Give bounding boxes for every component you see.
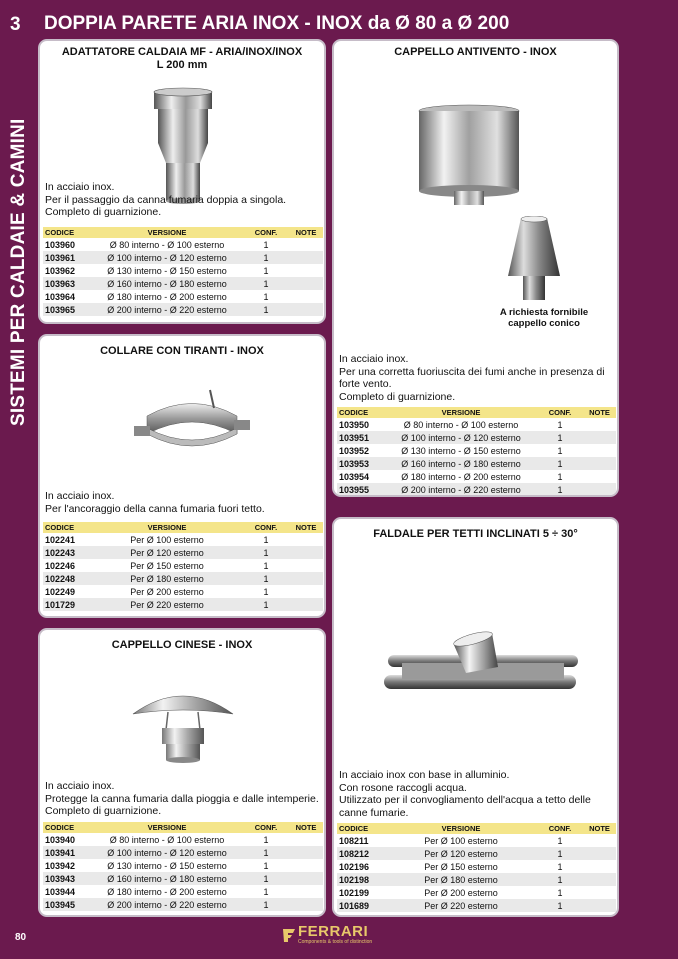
product-card-adattatore — [38, 39, 326, 324]
table-row — [43, 859, 323, 872]
cell-code: 103960 — [45, 239, 76, 250]
col-header-conf: CONF. — [243, 522, 289, 533]
card-title-line: L 200 mm — [156, 59, 208, 71]
table-row — [337, 483, 616, 496]
cell-notes — [289, 846, 323, 859]
caption-line: A richiesta fornibile — [499, 307, 589, 318]
col-header-code: CODICE — [43, 822, 91, 833]
conical-cap-product-image — [504, 216, 564, 306]
cell-notes — [289, 885, 323, 898]
description-line: Per il passaggio da canna fumaria doppia a singola. — [45, 193, 287, 206]
cell-code: 103941 — [43, 846, 91, 859]
description-line: Completo di guarnizione. — [339, 390, 456, 403]
product-card-faldale — [332, 517, 619, 917]
product-caption — [484, 307, 604, 329]
col-header-conf: CONF. — [243, 822, 289, 833]
table-row — [43, 290, 323, 303]
cell-version: Ø 100 interno - Ø 120 esterno — [91, 846, 243, 859]
cell-code: 102198 — [337, 873, 385, 886]
cell-notes — [289, 238, 323, 251]
cell-version: Per Ø 180 esterno — [91, 572, 243, 585]
cell-code: 102196 — [339, 861, 370, 872]
table-row — [337, 847, 616, 860]
cell-conf: 1 — [557, 445, 563, 456]
cell-code: 102241 — [45, 534, 76, 545]
cell-version: Per Ø 180 esterno — [385, 873, 537, 886]
col-header-code: CODICE — [337, 823, 385, 834]
chapter-number: 3 — [10, 14, 21, 35]
cell-code: 103965 — [43, 303, 91, 316]
cell-version: Ø 130 interno - Ø 150 esterno — [107, 860, 227, 871]
description-line: Per una corretta fuoriuscita dei fumi anche in presenza di — [339, 365, 605, 378]
cell-code: 103962 — [45, 265, 76, 276]
cell-code: 103950 — [339, 419, 370, 430]
cell-notes — [289, 585, 323, 598]
description-line: Completo di guarnizione. — [45, 206, 162, 218]
cell-code: 103953 — [337, 457, 385, 470]
cell-version: Ø 100 interno - Ø 120 esterno — [91, 251, 243, 264]
table-row — [43, 898, 323, 911]
cell-notes — [583, 457, 616, 470]
cell-version: Per Ø 150 esterno — [424, 861, 498, 872]
cell-notes — [289, 546, 323, 559]
product-card-collare — [38, 334, 326, 618]
table-row — [43, 885, 323, 898]
col-header-code: CODICE — [337, 407, 385, 418]
table-row — [43, 846, 323, 859]
col-header-code: CODICE — [43, 227, 91, 238]
cell-notes — [583, 860, 616, 873]
cell-conf: 1 — [243, 251, 289, 264]
cell-conf: 1 — [243, 846, 289, 859]
cell-conf: 1 — [243, 303, 289, 316]
cell-code: 103944 — [45, 886, 76, 897]
cell-version: Per Ø 200 esterno — [424, 887, 498, 898]
cell-notes — [289, 559, 323, 572]
description-line: Con rosone raccogli acqua. — [339, 781, 467, 794]
cell-notes — [289, 290, 323, 303]
cell-notes — [583, 444, 616, 457]
cell-version: Ø 160 interno - Ø 180 esterno — [385, 457, 537, 470]
cell-notes — [583, 899, 616, 912]
table-row — [337, 457, 616, 470]
table-header-row — [43, 227, 323, 238]
description-line: Per l'ancoraggio della canna fumaria fuori tetto. — [45, 502, 265, 515]
description-line: Completo di guarnizione. — [45, 805, 162, 817]
col-header-conf: CONF. — [537, 407, 583, 418]
table-row — [337, 873, 616, 886]
logo-emblem-icon — [282, 927, 296, 943]
table-row — [337, 418, 616, 431]
cell-version: Per Ø 100 esterno — [424, 835, 498, 846]
side-section-label: SISTEMI PER CALDAIE & CAMINI — [8, 118, 29, 426]
cell-code: 103940 — [45, 834, 76, 845]
cell-code: 102243 — [43, 546, 91, 559]
product-card-cappello-antivento — [332, 39, 619, 497]
card-title: FALDALE PER TETTI INCLINATI 5 ÷ 30° — [373, 528, 578, 540]
cell-version: Per Ø 220 esterno — [385, 899, 537, 912]
table-row — [337, 860, 616, 873]
col-header-conf: CONF. — [537, 823, 583, 834]
description-line: In acciaio inox. — [45, 490, 115, 502]
cell-code: 103954 — [339, 471, 370, 482]
table-row — [43, 872, 323, 885]
col-header-notes: NOTE — [289, 227, 323, 238]
cell-version: Ø 130 interno - Ø 150 esterno — [107, 265, 227, 276]
cell-code: 102248 — [43, 572, 91, 585]
card-title-line: ADATTATORE CALDAIA MF - ARIA/INOX/INOX — [61, 46, 303, 58]
table-row — [43, 546, 323, 559]
cell-conf: 1 — [557, 419, 563, 430]
table-row — [43, 833, 323, 846]
cell-version: Ø 80 interno - Ø 100 esterno — [109, 834, 225, 845]
brand-logo — [282, 923, 400, 949]
product-description — [45, 181, 286, 219]
cell-conf: 1 — [263, 534, 269, 545]
table-header-row — [337, 823, 616, 834]
page-number: 80 — [15, 932, 27, 943]
cell-notes — [289, 303, 323, 316]
table-row — [43, 559, 323, 572]
cell-conf: 1 — [243, 898, 289, 911]
table-row — [43, 251, 323, 264]
cell-conf: 1 — [263, 291, 269, 302]
table-row — [337, 444, 616, 457]
cell-notes — [289, 533, 323, 546]
cell-code: 101729 — [43, 598, 91, 611]
cell-version: Per Ø 220 esterno — [91, 598, 243, 611]
cell-code: 103951 — [337, 431, 385, 444]
cell-code: 103943 — [43, 872, 91, 885]
collar-product-image — [132, 386, 252, 466]
roof-flashing-product-image — [382, 627, 582, 707]
cell-notes — [583, 483, 616, 496]
cell-notes — [289, 264, 323, 277]
cell-version: Ø 100 interno - Ø 120 esterno — [385, 431, 537, 444]
cell-code: 103955 — [337, 483, 385, 496]
table-row — [43, 303, 323, 316]
cell-conf: 1 — [263, 239, 269, 250]
cell-version: Ø 80 interno - Ø 100 esterno — [109, 239, 225, 250]
cell-version: Per Ø 120 esterno — [91, 546, 243, 559]
description-line: In acciaio inox. — [45, 780, 115, 792]
cell-code: 103963 — [43, 277, 91, 290]
col-header-version: VERSIONE — [91, 822, 243, 833]
table-header-row — [43, 822, 323, 833]
col-header-version: VERSIONE — [91, 227, 243, 238]
cell-conf: 1 — [557, 887, 563, 898]
table-row — [43, 238, 323, 251]
cell-version: Ø 180 interno - Ø 200 esterno — [107, 291, 227, 302]
cell-conf: 1 — [537, 483, 583, 496]
cell-conf: 1 — [537, 457, 583, 470]
product-description — [339, 769, 591, 819]
spec-table — [43, 822, 323, 911]
cell-notes — [289, 251, 323, 264]
cell-conf: 1 — [557, 835, 563, 846]
cell-notes — [289, 872, 323, 885]
cell-version: Ø 160 interno - Ø 180 esterno — [91, 872, 243, 885]
table-row — [43, 264, 323, 277]
cell-version: Ø 200 interno - Ø 220 esterno — [385, 483, 537, 496]
cell-version: Per Ø 100 esterno — [130, 534, 204, 545]
cell-conf: 1 — [263, 265, 269, 276]
cell-version: Ø 180 interno - Ø 200 esterno — [401, 471, 521, 482]
product-card-cappello-cinese — [38, 628, 326, 917]
wind-cap-product-image — [414, 103, 524, 213]
table-row — [43, 598, 323, 611]
cell-code: 103964 — [45, 291, 76, 302]
cell-code: 101689 — [337, 899, 385, 912]
cell-version: Per Ø 120 esterno — [385, 847, 537, 860]
col-header-code: CODICE — [43, 522, 91, 533]
cell-conf: 1 — [263, 560, 269, 571]
cell-conf: 1 — [243, 598, 289, 611]
cell-conf: 1 — [537, 431, 583, 444]
cell-notes — [289, 859, 323, 872]
col-header-version: VERSIONE — [91, 522, 243, 533]
col-header-notes: NOTE — [583, 823, 616, 834]
cell-notes — [289, 598, 323, 611]
cell-code: 103952 — [339, 445, 370, 456]
description-line: canne fumarie. — [339, 806, 409, 819]
cell-code: 103945 — [43, 898, 91, 911]
col-header-version: VERSIONE — [385, 407, 537, 418]
cell-version: Ø 160 interno - Ø 180 esterno — [91, 277, 243, 290]
description-line: Utilizzato per il convogliamento dell'acqua a tetto delle — [339, 794, 591, 806]
cell-code: 103942 — [45, 860, 76, 871]
cell-notes — [289, 572, 323, 585]
col-header-version: VERSIONE — [385, 823, 537, 834]
table-row — [43, 533, 323, 546]
description-line: In acciaio inox. — [339, 353, 409, 365]
cell-code: 103961 — [43, 251, 91, 264]
table-row — [337, 899, 616, 912]
cell-conf: 1 — [537, 899, 583, 912]
cell-version: Ø 200 interno - Ø 220 esterno — [91, 898, 243, 911]
col-header-notes: NOTE — [289, 522, 323, 533]
cell-conf: 1 — [243, 872, 289, 885]
cell-notes — [583, 886, 616, 899]
cell-notes — [289, 277, 323, 290]
cell-conf: 1 — [243, 277, 289, 290]
spec-table — [43, 522, 323, 611]
cell-code: 102246 — [45, 560, 76, 571]
cell-conf: 1 — [537, 847, 583, 860]
cell-conf: 1 — [537, 873, 583, 886]
cell-version: Per Ø 150 esterno — [130, 560, 204, 571]
spec-table — [43, 227, 323, 316]
cell-code: 108211 — [339, 835, 369, 846]
card-title: COLLARE CON TIRANTI - INOX — [100, 345, 264, 357]
card-title: CAPPELLO CINESE - INOX — [111, 639, 253, 651]
spec-table — [337, 407, 616, 496]
caption-line: cappello conico — [508, 318, 580, 329]
cell-conf: 1 — [557, 861, 563, 872]
logo-name: FERRARI — [298, 923, 369, 940]
col-header-notes: NOTE — [289, 822, 323, 833]
cell-notes — [583, 470, 616, 483]
cell-notes — [583, 418, 616, 431]
description-line: forte vento. — [339, 378, 392, 390]
table-row — [43, 277, 323, 290]
cell-version: Ø 180 interno - Ø 200 esterno — [107, 886, 227, 897]
description-line: In acciaio inox con base in alluminio. — [339, 769, 510, 781]
cell-notes — [583, 431, 616, 444]
cell-conf: 1 — [263, 586, 269, 597]
table-header-row — [43, 522, 323, 533]
col-header-conf: CONF. — [243, 227, 289, 238]
cell-notes — [289, 833, 323, 846]
spec-table — [337, 823, 616, 912]
cell-conf: 1 — [557, 471, 563, 482]
cell-conf: 1 — [263, 834, 269, 845]
table-row — [337, 834, 616, 847]
cell-code: 102249 — [45, 586, 76, 597]
card-title: CAPPELLO ANTIVENTO - INOX — [394, 46, 557, 58]
cell-conf: 1 — [243, 546, 289, 559]
cell-notes — [583, 873, 616, 886]
cell-notes — [583, 834, 616, 847]
cell-code: 102199 — [339, 887, 370, 898]
table-row — [337, 886, 616, 899]
logo-tagline: Components & tools of distinction — [298, 939, 373, 945]
chinese-cap-product-image — [128, 686, 238, 766]
cell-notes — [289, 898, 323, 911]
description-line: Protegge la canna fumaria dalla pioggia e dalle intemperie. — [45, 792, 319, 805]
product-description — [45, 780, 319, 818]
product-description — [45, 490, 265, 515]
table-row — [43, 572, 323, 585]
cell-conf: 1 — [263, 886, 269, 897]
col-header-notes: NOTE — [583, 407, 616, 418]
table-row — [43, 585, 323, 598]
table-header-row — [337, 407, 616, 418]
page-title: DOPPIA PARETE ARIA INOX - INOX da Ø 80 a Ø 200 — [44, 13, 510, 34]
cell-conf: 1 — [243, 572, 289, 585]
product-description — [339, 353, 605, 403]
table-row — [337, 431, 616, 444]
cell-version: Ø 200 interno - Ø 220 esterno — [91, 303, 243, 316]
cell-version: Ø 130 interno - Ø 150 esterno — [401, 445, 521, 456]
cell-version: Ø 80 interno - Ø 100 esterno — [403, 419, 519, 430]
cell-notes — [583, 847, 616, 860]
description-line: In acciaio inox. — [45, 181, 115, 193]
cell-version: Per Ø 200 esterno — [130, 586, 204, 597]
cell-conf: 1 — [263, 860, 269, 871]
table-row — [337, 470, 616, 483]
cell-code: 108212 — [337, 847, 385, 860]
card-title — [40, 46, 324, 72]
